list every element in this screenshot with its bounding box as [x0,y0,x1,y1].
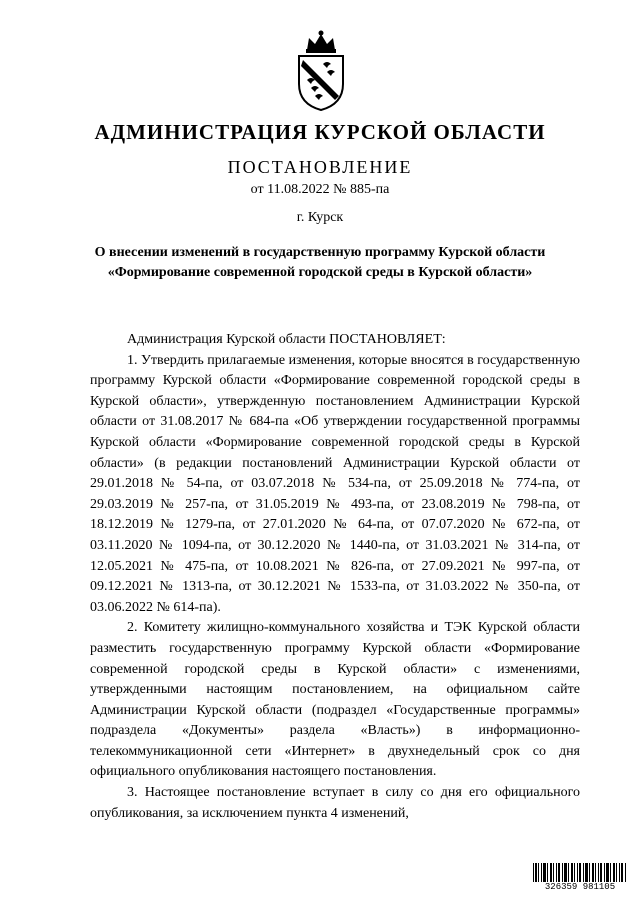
organization-name: АДМИНИСТРАЦИЯ КУРСКОЙ ОБЛАСТИ [94,120,546,144]
paragraph-1: 1. Утвердить прилагаемые изменения, которые вносятся в государственную программу Курской области «Формирование современной городской среды в Курской области», утвержденную постановлением Администрации Курской области от 31.08.2017 № 684-па «Об утверждении государственной программы Курской области «Формирование современной городской среды в Курской области» (в редакции постановлений Администрации Курской области от 29.01.2018 № 54-па, от 03.07.2018 № 534-па, от 25.09.2018 № 774-па, от 29.03.2019 № 257-па, от 31.05.2019 № 493-па, от 23.08.2019 № 798-па, от 18.12.2019 № 1279-па, от 27.01.2020 № 64-па, от 07.07.2020 № 672-па, от 03.11.2020 № 1094-па, от 30.12.2020 № 1440-па, от 31.03.2021 № 314-па, от 12.05.2021 № 475-па, от 10.08.2021 № 826-па, от 27.09.2021 № 997-па, от 09.12.2021 № 1313-па, от 30.12.2021 № 1533-па, от 31.03.2022 № 350-па, от 03.06.2022 № 614-па). [90,352,580,615]
document-type: ПОСТАНОВЛЕНИЕ [227,157,413,177]
barcode-number: 326359 981105 [532,882,628,892]
paragraph-3: 3. Настоящее постановление вступает в силу со дня его официального опубликования, за исключением пункта 4 изменений, [90,785,580,821]
document-body [90,330,580,824]
kursk-coat-of-arms-icon [293,28,349,112]
intro-paragraph: Администрация Курской области ПОСТАНОВЛЯЕТ: [127,332,446,347]
document-title: О внесении изменений в государственную программу Курской области «Формирование современной городской среды в Курской области» [94,245,546,280]
document-date-number: от 11.08.2022 № 885-па [250,182,390,197]
paragraph-2: 2. Комитету жилищно-коммунального хозяйства и ТЭК Курской области разместить государственную программу Курской области «Формирование современной городской среды в Курской области» с изменениями, утвержденными настоящим постановлением, на официальном сайте Администрации Курской области (подраздел «Государственные программы» подраздела «Документы» раздела «Власть») в информационно-телекоммуникационной сети «Интернет» в двухнедельный срок со дня официального опубликования настоящего постановления. [90,620,580,780]
document-city: г. Курск [296,210,344,225]
